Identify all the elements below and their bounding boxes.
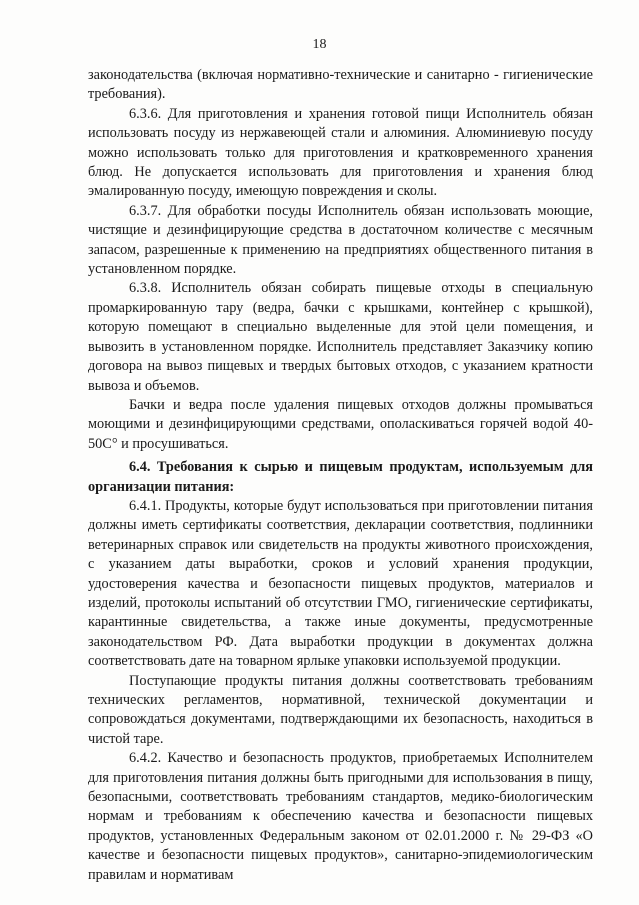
paragraph-incoming-products: Поступающие продукты питания должны соответствовать требованиям технических регламентов, нормативной, технической документации и сопровождаться документами, подтверждающими их безопасность, находиться в чистой таре. bbox=[88, 672, 593, 747]
paragraph-6-4-1: 6.4.1. Продукты, которые будут использоваться при приготовлении питания должны иметь сертификаты соответствия, декларации соответствия, подлинники ветеринарных справок или свидетельств на продукты животного происхождения, с указанием даты выработки, сроков и условий хранения продукции, удостоверения качества и безопасности пищевых продуктов, материалов и изделий, протоколы испытаний об отсутствии ГМО, гигиенические сертификаты, карантинные свидетельства, а также иные документы, предусмотренные законодательством РФ. Дата выработки продукции в документах должна соответствовать дате на товарном ярлыке упаковки используемой продукции. bbox=[88, 497, 593, 670]
paragraph-6-3-8: 6.3.8. Исполнитель обязан собирать пищевые отходы в специальную промаркированную тару (ведра, бачки с крышками, контейнер с крышкой), которую помещают в специально выделенные для этой цели помещения, и вывозить в установленном порядке. Исполнитель представляет Заказчику копию договора на вывоз пищевых и твердых бытовых отходов, с указанием кратности вывоза и объемов. bbox=[88, 280, 593, 394]
page-number: 18 bbox=[312, 37, 327, 52]
paragraph-6-4-2: 6.4.2. Качество и безопасность продуктов, приобретаемых Исполнителем для приготовления питания должны быть пригодными для использования в пищу, безопасными, соответствовать требованиям стандартов, медико-биологическим нормам и требованиям к обеспечению качества и безопасности пищевых продуктов, установленных Федеральным законом от 02.01.2000 г. № 29-ФЗ «О качестве и безопасности пищевых продуктов», санитарно-эпидемиологическим правилам и нормативам bbox=[88, 750, 593, 883]
paragraph-continuation: законодательства (включая нормативно-технические и санитарно - гигиенические требования). bbox=[88, 67, 593, 103]
paragraph-6-3-7: 6.3.7. Для обработки посуды Исполнитель обязан использовать моющие, чистящие и дезинфицирующие средства в достаточном количестве с месячным запасом, разрешенные к применению на предприятиях общественного питания в установленном порядке. bbox=[88, 202, 593, 278]
paragraph-6-3-6: 6.3.6. Для приготовления и хранения готовой пищи Исполнитель обязан использовать посуду из нержавеющей стали и алюминия. Алюминиевую посуду можно использовать только для приготовления и кратковременного хранения блюд. Не допускается использовать для приготовления и хранения блюд эмалированную посуду, имеющую повреждения и сколы. bbox=[88, 105, 593, 200]
paragraph-waste-bins: Бачки и ведра после удаления пищевых отходов должны промываться моющими и дезинфицирующими средствами, ополаскиваться горячей водой 40-50С° и просушиваться. bbox=[88, 396, 593, 452]
page-content bbox=[88, 66, 593, 885]
section-heading-6-4: 6.4. Требования к сырью и пищевым продуктам, используемым для организации питания: bbox=[88, 459, 593, 495]
